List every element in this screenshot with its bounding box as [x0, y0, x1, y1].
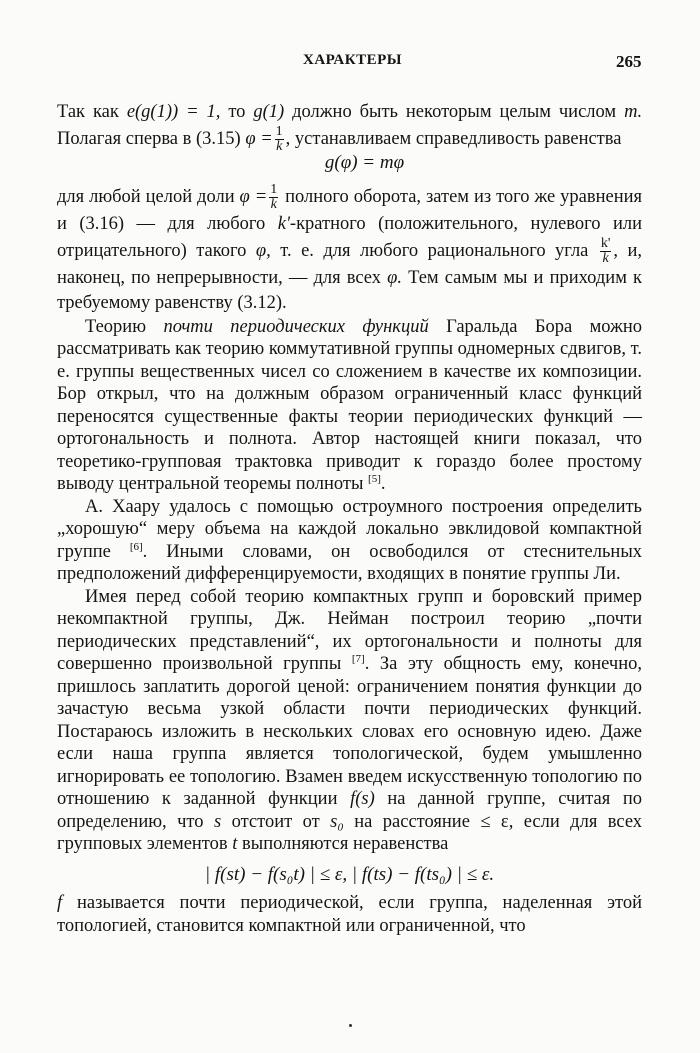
- text-span: на данной группе, считая по определению, что: [57, 789, 642, 832]
- variable-f: f: [57, 893, 63, 913]
- formula-g1: g(1): [253, 102, 285, 122]
- text-span: называется почти периодической, если группа, наделенная этой топологией, становится компактной или ограниченной, что: [57, 893, 643, 936]
- running-title: ХАРАКТЕРЫ: [303, 52, 403, 68]
- reference-7: [7]: [351, 652, 365, 665]
- variable-t: t: [232, 834, 238, 854]
- reference-5: [5]: [368, 472, 381, 485]
- paragraph-3: [57, 496, 642, 586]
- variable-s0: s₀: [330, 811, 344, 832]
- text-span: , и, наконец, по непрерывности, — для всех: [57, 240, 643, 288]
- text-span: то: [228, 102, 246, 122]
- fraction-1-over-k: $\frac{1}{k}$: [270, 181, 278, 212]
- text-span: А. Хаару удалось с помощью остроумного построения определить „хорошую“ меру объема на каждой локально эвклидовой компактной группе: [57, 496, 642, 562]
- text-span: Теорию: [85, 316, 147, 337]
- text-span: полного оборота, затем из того же уравнения и (3.16) — для любого: [57, 186, 643, 234]
- text-span: т. е. для любого рационального угла: [280, 240, 589, 261]
- text-span: Полагая сперва в (3.15): [57, 128, 241, 149]
- formula-egf: e(g(1)) = 1,: [126, 102, 221, 122]
- variable-phi: φ.: [387, 267, 402, 288]
- paragraph-1-continued: [57, 183, 642, 316]
- body-text: [57, 100, 642, 937]
- fraction-1-over-k: $\frac{1}{k}$: [275, 124, 283, 154]
- formula-phi: φ =: [239, 186, 268, 207]
- formula-fs: f(s): [350, 789, 375, 809]
- text-span: Тем самым мы и приходим к требуемому равенству (3.12).: [57, 267, 642, 313]
- text-span: Имея перед собой теорию компактных групп и боровский пример некомпактной группы, Дж. Нейман построил теорию „почти периодических представлений“, их ортогональности и полноты для совершенно произвольной группы: [57, 586, 642, 674]
- text-span: Гаральда Бора можно рассматривать как теорию коммутативной группы одномерных сдвигов, т. е. группы вещественных чисел со сложением в качестве их композиции. Бор открыл, что на должным образом ограниченный класс функций переносятся существенные факты теории периодических функций — ортогональность и полнота. Автор настоящей книги показал, что теоретико-групповая трактовка приводит к гораздо более простому выводу центральной теоремы полноты: [57, 316, 643, 494]
- text-span: -кратного (положительного, нулевого или отрицательного) такого: [57, 213, 643, 261]
- italic-term: почти периодических функций: [163, 316, 429, 337]
- text-span: для любой целой доли: [57, 186, 235, 207]
- formula-phi: φ =: [245, 128, 273, 149]
- text-span: должно быть некоторым целым числом: [292, 102, 617, 122]
- variable-phi: φ,: [255, 240, 271, 261]
- ink-speck: [349, 1024, 352, 1027]
- text-span: Так как: [57, 102, 119, 122]
- page-number: 265: [616, 52, 642, 71]
- fraction-kprime-over-k: $\frac{k'}{k}$: [600, 235, 611, 266]
- display-equation-2: | f(st) − f(s₀t) | ≤ ε, | f(ts) − f(ts₀) | ≤ ε.: [204, 863, 495, 885]
- text-span: отстоит от: [231, 811, 320, 832]
- variable-s: s: [213, 811, 222, 832]
- text-span: .: [380, 474, 386, 494]
- variable-kprime: k': [277, 213, 290, 234]
- variable-m: m.: [624, 102, 643, 122]
- text-span: на расстояние ≤ ε, если для всех групповых элементов: [57, 811, 643, 854]
- paragraph-4: [57, 586, 642, 856]
- display-equation-1: g(φ) = mφ: [324, 152, 405, 173]
- paragraph-2: [57, 316, 642, 496]
- text-span: . За эту общность ему, конечно, пришлось заплатить дорогой ценой: ограничением понятия функции до зачастую весьма узкой области почти периодических функций. Постараюсь изложить в нескольких словах его основную идею. Даже если наша группа является топологической, будем умышленно игнорировать ее топологию. Взамен введем искусственную топологию по отношению к заданной функции: [57, 654, 643, 809]
- paragraph-1: [57, 100, 642, 154]
- text-span: , устанавливаем справедливость равенства: [285, 128, 622, 149]
- reference-6: [6]: [129, 540, 143, 553]
- text-span: выполняются неравенства: [242, 834, 449, 854]
- paragraph-4-continued: [57, 892, 642, 937]
- text-span: . Иными словами, он освободился от стеснительных предположений дифференцируемости, входящих в понятие группы Ли.: [57, 541, 643, 584]
